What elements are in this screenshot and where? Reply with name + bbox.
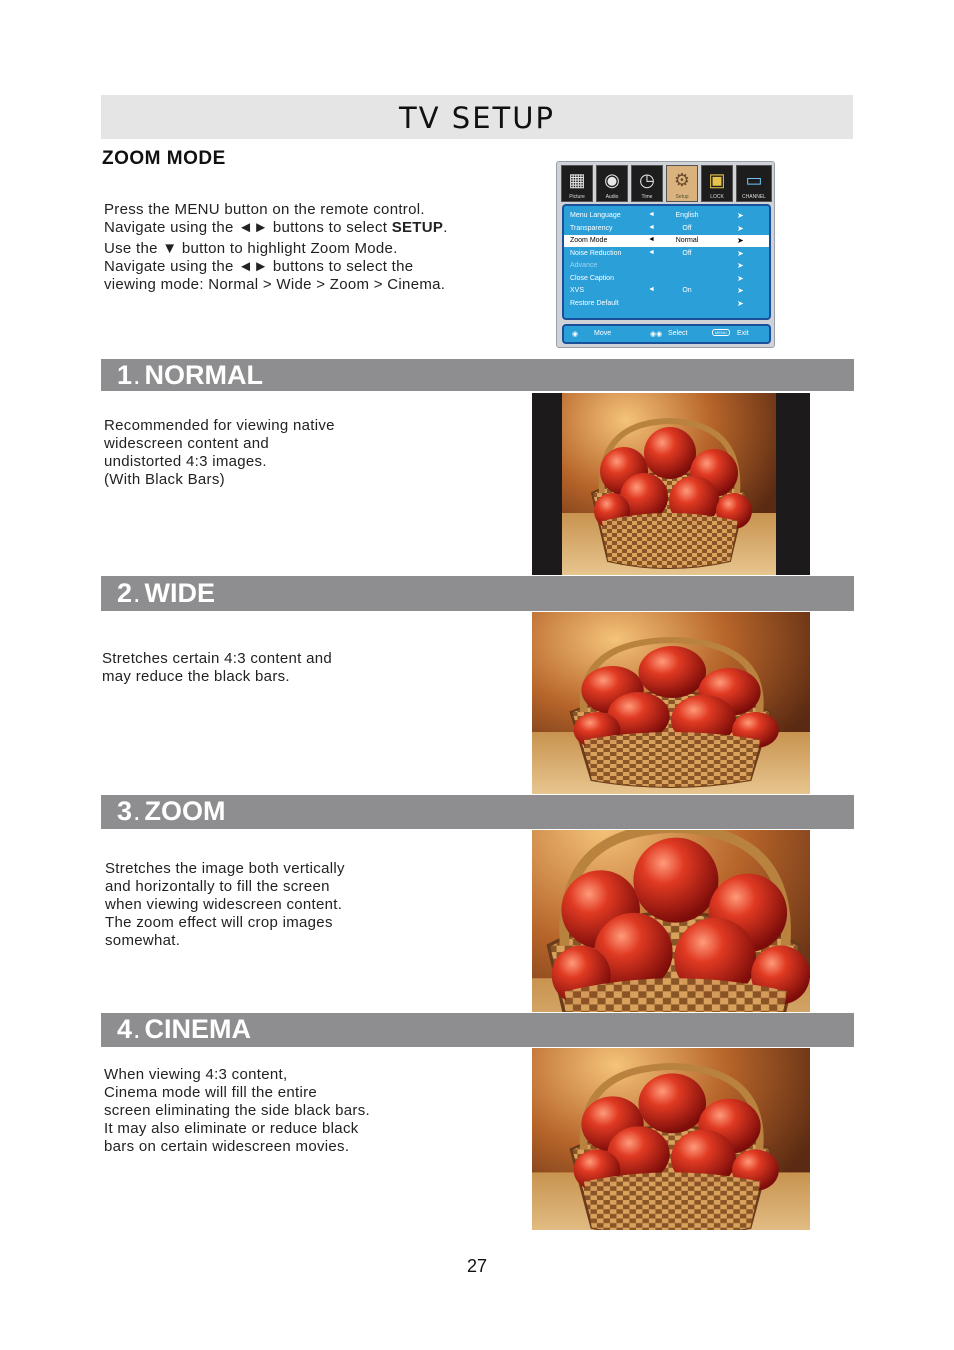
osd-row-value: Off: [682, 250, 692, 257]
section-name: NORMAL: [144, 360, 264, 390]
osd-tab-strip: [561, 165, 772, 202]
text-line: when viewing widescreen content.: [105, 896, 343, 913]
left-arrow-icon: ◄: [648, 236, 655, 243]
move-label: Move: [594, 330, 612, 337]
section-title: 4. CINEMA: [117, 1014, 252, 1044]
text-line: may reduce the black bars.: [102, 668, 290, 685]
osd-row-value: On: [682, 287, 692, 294]
osd-row-label: Restore Default: [570, 300, 619, 307]
menu-key-icon: MENU: [712, 329, 730, 336]
lock-tab: [701, 165, 733, 202]
osd-row: [564, 260, 769, 272]
text-line: Stretches the image both vertically: [105, 860, 345, 877]
section-name: ZOOM: [144, 796, 226, 826]
right-arrow-icon: ➤: [737, 299, 744, 308]
tab-label: CHANNEL: [742, 194, 766, 200]
right-arrow-icon: ➤: [737, 261, 744, 270]
page-number: 27: [466, 1256, 488, 1276]
osd-row: [564, 223, 769, 235]
monitor-icon: ▭: [745, 170, 763, 190]
osd-options-panel: [562, 204, 771, 320]
section-number: 3: [117, 796, 133, 826]
osd-row-value: Normal: [675, 237, 699, 244]
osd-row-label: Transparency: [570, 225, 613, 232]
wrench-icon: ⚙: [673, 170, 691, 190]
instruction-line: [104, 219, 448, 237]
osd-row: [564, 298, 769, 310]
section-zoom-bar: [101, 795, 854, 829]
osd-row: [564, 285, 769, 297]
apple-basket-image: [562, 393, 776, 575]
text-line: bars on certain widescreen movies.: [104, 1138, 350, 1155]
text-line: (With Black Bars): [104, 471, 225, 488]
left-arrow-icon: ◄: [648, 249, 655, 256]
right-arrow-icon: ➤: [737, 224, 744, 233]
wide-mode-photo: [532, 612, 810, 794]
text-line: When viewing 4:3 content,: [104, 1066, 288, 1083]
picture-tab: [561, 165, 593, 202]
section-title: 1. NORMAL: [117, 360, 264, 390]
time-tab: [631, 165, 663, 202]
section-title: 2. WIDE: [117, 578, 216, 608]
left-arrow-icon: ◄: [648, 286, 655, 293]
zoom-mode-heading: ZOOM MODE: [102, 148, 226, 169]
text-line: widescreen content and: [104, 435, 270, 452]
audio-tab: [596, 165, 628, 202]
text-line: somewhat.: [105, 932, 181, 949]
text-line: It may also eliminate or reduce black: [104, 1120, 359, 1137]
osd-setup-menu: [556, 161, 775, 348]
channel-tab: [736, 165, 772, 202]
instruction-line: Navigate using the ◄► buttons to select the: [104, 258, 414, 275]
section-normal-bar: [101, 359, 854, 391]
text-line: Cinema mode will fill the entire: [104, 1084, 318, 1101]
osd-row: [564, 210, 769, 222]
text-line: screen eliminating the side black bars.: [104, 1102, 370, 1119]
apple-basket-image: [532, 1048, 810, 1230]
osd-row-label: XVS: [570, 287, 585, 294]
text-line: Stretches certain 4:3 content and: [102, 650, 333, 667]
text-line: and horizontally to fill the screen: [105, 878, 330, 895]
section-number: 1: [117, 360, 133, 390]
instruction-line: viewing mode: Normal > Wide > Zoom > Cinema.: [104, 276, 446, 293]
setup-tab: [666, 165, 698, 202]
select-icon: ◉◉: [650, 331, 663, 338]
tab-label: Setup: [675, 194, 689, 200]
cinema-description: [104, 1066, 370, 1156]
instruction-line: Use the ▼ button to highlight Zoom Mode.: [104, 240, 398, 257]
apple-basket-image: [532, 612, 810, 794]
section-number: 4: [117, 1014, 133, 1044]
text-line: undistorted 4:3 images.: [104, 453, 267, 470]
right-arrow-icon: ➤: [737, 211, 744, 220]
page-title: TV SETUP: [399, 101, 555, 135]
osd-row-value: Off: [682, 225, 692, 232]
normal-mode-photo: [532, 393, 810, 575]
zoom-mode-photo: [532, 830, 810, 1012]
cinema-mode-photo: [532, 1048, 810, 1230]
zoom-mode-instructions: [104, 201, 448, 294]
clock-icon: ◷: [639, 170, 655, 190]
instruction-text: Navigate using the ◄► buttons to select: [104, 219, 392, 236]
speaker-icon: ◉: [604, 170, 620, 190]
tab-label: Audio: [605, 194, 619, 200]
tab-label: Time: [641, 194, 653, 200]
osd-row-label: Advance: [570, 262, 598, 269]
zoom-description: [105, 860, 345, 950]
osd-row-label: Menu Language: [570, 212, 621, 219]
move-icon: ◉: [572, 331, 579, 338]
section-cinema-bar: [101, 1013, 854, 1047]
osd-footer: [562, 324, 771, 344]
text-line: Recommended for viewing native: [104, 417, 335, 434]
exit-label: Exit: [737, 330, 749, 337]
osd-row-value: English: [675, 212, 699, 219]
instruction-line: Press the MENU button on the remote control.: [104, 201, 425, 218]
instruction-punct: .: [443, 219, 448, 236]
wide-description: [102, 650, 332, 686]
osd-row: [564, 235, 769, 247]
osd-row: [564, 248, 769, 260]
lock-icon: ▣: [708, 170, 726, 190]
right-arrow-icon: ➤: [737, 236, 744, 245]
right-arrow-icon: ➤: [737, 249, 744, 258]
section-name: CINEMA: [144, 1014, 252, 1044]
osd-row: [564, 273, 769, 285]
section-title: 3. ZOOM: [117, 796, 226, 826]
left-arrow-icon: ◄: [648, 211, 655, 218]
section-wide-bar: [101, 576, 854, 611]
left-arrow-icon: ◄: [648, 224, 655, 231]
text-line: The zoom effect will crop images: [105, 914, 333, 931]
section-name: WIDE: [144, 578, 216, 608]
right-arrow-icon: ➤: [737, 274, 744, 283]
osd-row-label: Zoom Mode: [570, 237, 608, 244]
right-arrow-icon: ➤: [737, 286, 744, 295]
osd-row-label: Close Caption: [570, 275, 614, 282]
setup-keyword: SETUP: [391, 219, 444, 236]
tab-label: Picture: [569, 194, 585, 200]
apple-basket-image: [532, 830, 810, 1012]
select-label: Select: [668, 330, 688, 337]
osd-row-label: Noise Reduction: [570, 250, 622, 257]
normal-description: [104, 417, 335, 489]
section-number: 2: [117, 578, 133, 608]
title-bar: [101, 95, 853, 139]
tab-label: LOCK: [710, 194, 724, 200]
camera-icon: ▦: [568, 170, 586, 190]
